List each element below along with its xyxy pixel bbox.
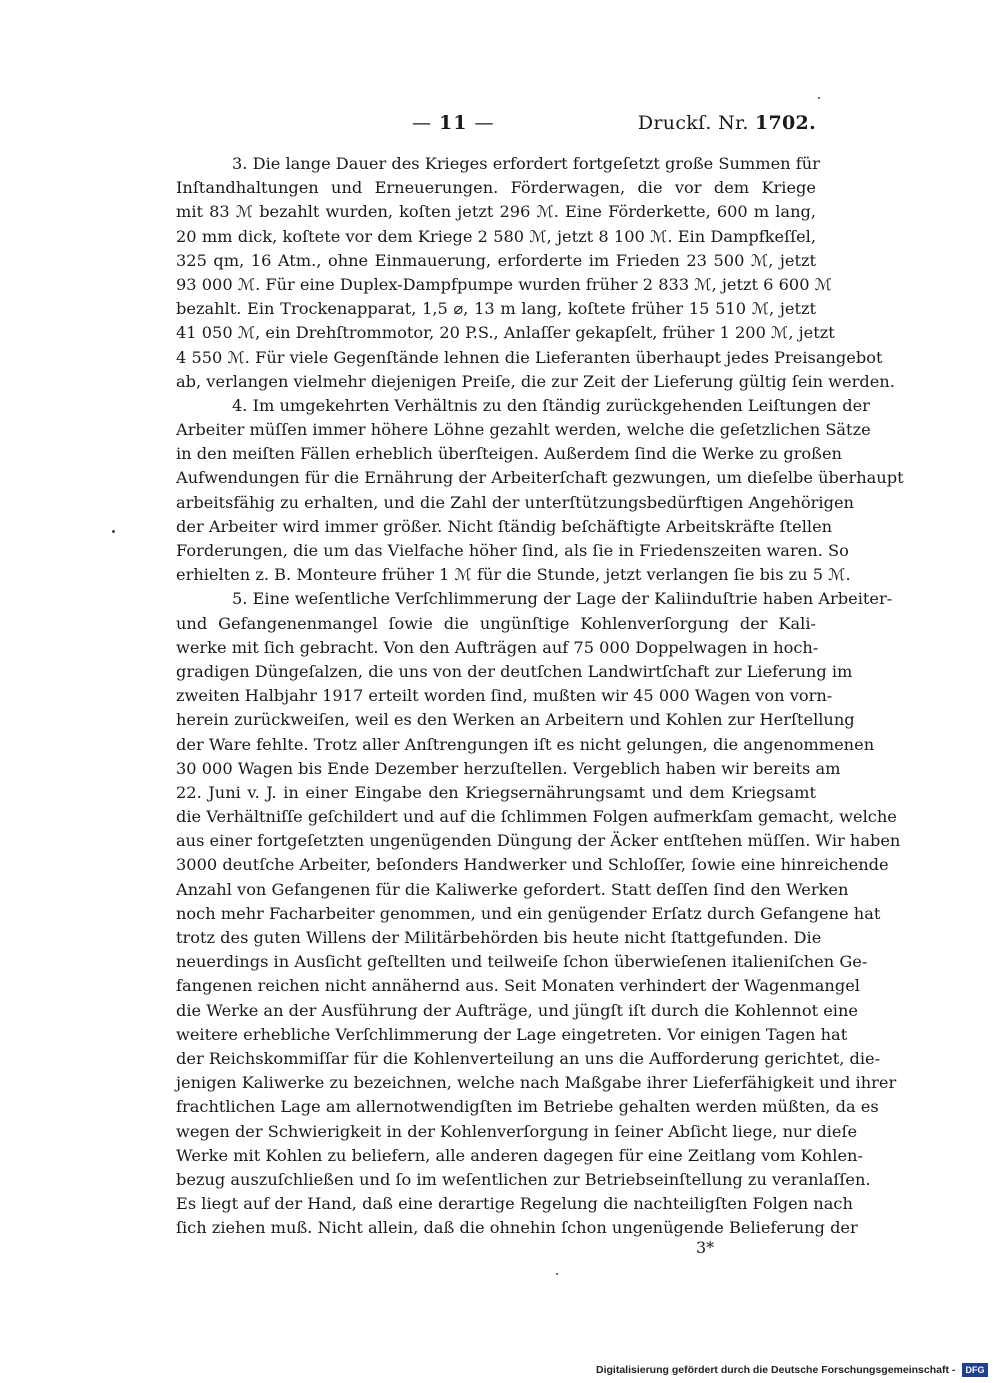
text-line: 41 050 ℳ, ein Drehſtrommotor, 20 P.S., Anlaſſer gekapſelt, früher 1 200 ℳ, jetzt <box>176 323 835 343</box>
text-line: weitere erhebliche Verſchlimmerung der Lage eingetreten. Vor einigen Tagen hat <box>176 1024 848 1044</box>
body-text <box>176 152 904 1240</box>
text-line: 4 550 ℳ. Für viele Gegenſtände lehnen die Lieferanten überhaupt jedes Preisangebot <box>176 347 883 367</box>
scan-speck <box>112 530 115 533</box>
text-line: 3. Die lange Dauer des Krieges erfordert fortgeſetzt große Summen für <box>232 154 820 173</box>
text-line: trotz des guten Willens der Militärbehörden bis heute nicht ſtattgefunden. Die <box>176 928 822 947</box>
text-line: Es liegt auf der Hand, daß eine derartige Regelung die nachteiligſten Folgen nach <box>176 1194 853 1214</box>
page-header <box>176 112 816 140</box>
text-line: 5. Eine weſentliche Verſchlimmerung der Lage der Kaliinduſtrie haben Arbeiter- <box>232 589 893 609</box>
text-line: 4. Im umgekehrten Verhältnis zu den ſtändig zurückgehenden Leiſtungen der <box>232 395 870 415</box>
text-line: 20 mm dick, koſtete vor dem Kriege 2 580 ℳ, jetzt 8 100 ℳ. Ein Dampfkeſſel, <box>176 226 816 246</box>
text-line: Forderungen, die um das Vielfache höher ſind, als ſie in Friedenszeiten waren. So <box>176 541 849 560</box>
print-ref-prefix: Druckſ. Nr. <box>637 112 749 134</box>
text-line: frachtlichen Lage am allernotwendigſten im Betriebe gehalten werden müßten, da es <box>176 1097 879 1117</box>
text-line: jenigen Kaliwerke zu bezeichnen, welche nach Maßgabe ihrer Lieferfähigkeit und ihrer <box>176 1073 897 1093</box>
footer-credit: Digitalisierung gefördert durch die Deutsche Forschungsgemeinschaft - <box>596 1364 956 1376</box>
text-line: fangenen reichen nicht annähernd aus. Seit Monaten verhindert der Wagenmangel <box>176 976 860 996</box>
paragraph-3 <box>176 152 895 394</box>
text-line: gradigen Düngeſalzen, die uns von der deutſchen Landwirtſchaft zur Lieferung im <box>176 661 853 681</box>
text-line: und Gefangenenmangel ſowie die ungünſtige Kohlenverſorgung der Kali- <box>176 613 816 633</box>
signature-mark: 3* <box>696 1238 715 1257</box>
paragraph-4 <box>176 394 904 588</box>
text-line: die Werke an der Ausführung der Aufträge, und jüngſt iſt durch die Kohlennot eine <box>176 1000 858 1020</box>
text-line: 30 000 Wagen bis Ende Dezember herzuſtellen. Vergeblich haben wir bereits am <box>176 758 841 778</box>
text-line: ab, verlangen vielmehr diejenigen Preiſe, die zur Zeit der Lieferung gültig ſein werden. <box>176 371 895 391</box>
text-line: Anzahl von Gefangenen für die Kaliwerke gefordert. Statt deſſen ſind den Werken <box>176 879 849 899</box>
text-line: noch mehr Facharbeiter genommen, und ein genügender Erſatz durch Gefangene hat <box>176 903 881 923</box>
dfg-logo: DFG <box>962 1363 988 1377</box>
text-line: der Arbeiter wird immer größer. Nicht ſtändig beſchäftigte Arbeitskräfte ſtellen <box>176 516 833 536</box>
text-line: herein zurückweiſen, weil es den Werken an Arbeitern und Kohlen zur Herſtellung <box>176 710 855 730</box>
text-line: Werke mit Kohlen zu beliefern, alle anderen dagegen für eine Zeitlang vom Kohlen- <box>176 1145 863 1165</box>
text-line: der Reichskommiſſar für die Kohlenverteilung an uns die Aufforderung gerichtet, die- <box>176 1048 881 1068</box>
text-line: bezahlt. Ein Trockenapparat, 1,5 ⌀, 13 m lang, koſtete früher 15 510 ℳ, jetzt <box>176 299 816 319</box>
text-line: Arbeiter müſſen immer höhere Löhne gezahlt werden, welche die geſetzlichen Sätze <box>176 420 871 440</box>
text-line: wegen der Schwierigkeit in der Kohlenverſorgung in ſeiner Abſicht liege, nur dieſe <box>176 1121 858 1141</box>
text-line: Inſtandhaltungen und Erneuerungen. Förderwagen, die vor dem Kriege <box>176 178 816 198</box>
text-line: arbeitsfähig zu erhalten, und die Zahl der unterſtützungsbedürftigen Angehörigen <box>176 492 854 512</box>
text-line: neuerdings in Ausſicht geſtellten und teilweiſe ſchon überwieſenen italieniſchen Ge- <box>176 952 868 972</box>
text-line: bezug auszuſchließen und ſo im weſentlichen zur Betriebseinſtellung zu veranlaſſen. <box>176 1169 871 1189</box>
text-line: 22. Juni v. J. in einer Eingabe den Kriegsernährungsamt und dem Kriegsamt <box>176 782 816 802</box>
text-line: 3000 deutſche Arbeiter, beſonders Handwerker und Schloſſer, ſowie eine hinreichende <box>176 855 889 875</box>
scan-speck <box>818 97 820 99</box>
text-line: die Verhältniſſe geſchildert und auf die ſchlimmen Folgen aufmerkſam gemacht, welche <box>176 807 897 827</box>
scan-speck <box>556 1273 558 1275</box>
text-line: erhielten z. B. Monteure früher 1 ℳ für die Stunde, jetzt verlangen ſie bis zu 5 ℳ. <box>176 565 851 585</box>
text-line: Aufwendungen für die Ernährung der Arbeiterſchaft gezwungen, um dieſelbe überhaupt <box>176 468 904 488</box>
text-line: 325 qm, 16 Atm., ohne Einmauerung, erforderte im Frieden 23 500 ℳ, jetzt <box>176 250 816 270</box>
print-ref-number: 1702. <box>755 112 816 134</box>
paragraph-5 <box>176 587 901 1240</box>
text-line: der Ware fehlte. Trotz aller Anſtrengungen iſt es nicht gelungen, die angenommenen <box>176 734 875 754</box>
text-line: ſich ziehen muß. Nicht allein, daß die ohnehin ſchon ungenügende Belieferung der <box>176 1218 858 1238</box>
text-line: mit 83 ℳ bezahlt wurden, koſten jetzt 296 ℳ. Eine Förderkette, 600 m lang, <box>176 202 816 222</box>
text-line: zweiten Halbjahr 1917 erteilt worden ſind, mußten wir 45 000 Wagen von vorn- <box>176 686 833 706</box>
text-line: in den meiſten Fällen erheblich überſteigen. Außerdem ſind die Werke zu großen <box>176 444 842 464</box>
text-line: 93 000 ℳ. Für eine Duplex-Dampfpumpe wurden früher 2 833 ℳ, jetzt 6 600 ℳ <box>176 274 832 294</box>
text-line: aus einer fortgeſetzten ungenügenden Düngung der Äcker entſtehen müſſen. Wir haben <box>176 831 901 851</box>
text-line: werke mit ſich gebracht. Von den Aufträgen auf 75 000 Doppelwagen in hoch- <box>176 637 819 657</box>
print-reference <box>638 112 816 134</box>
page-number: — 11 — <box>412 112 495 134</box>
